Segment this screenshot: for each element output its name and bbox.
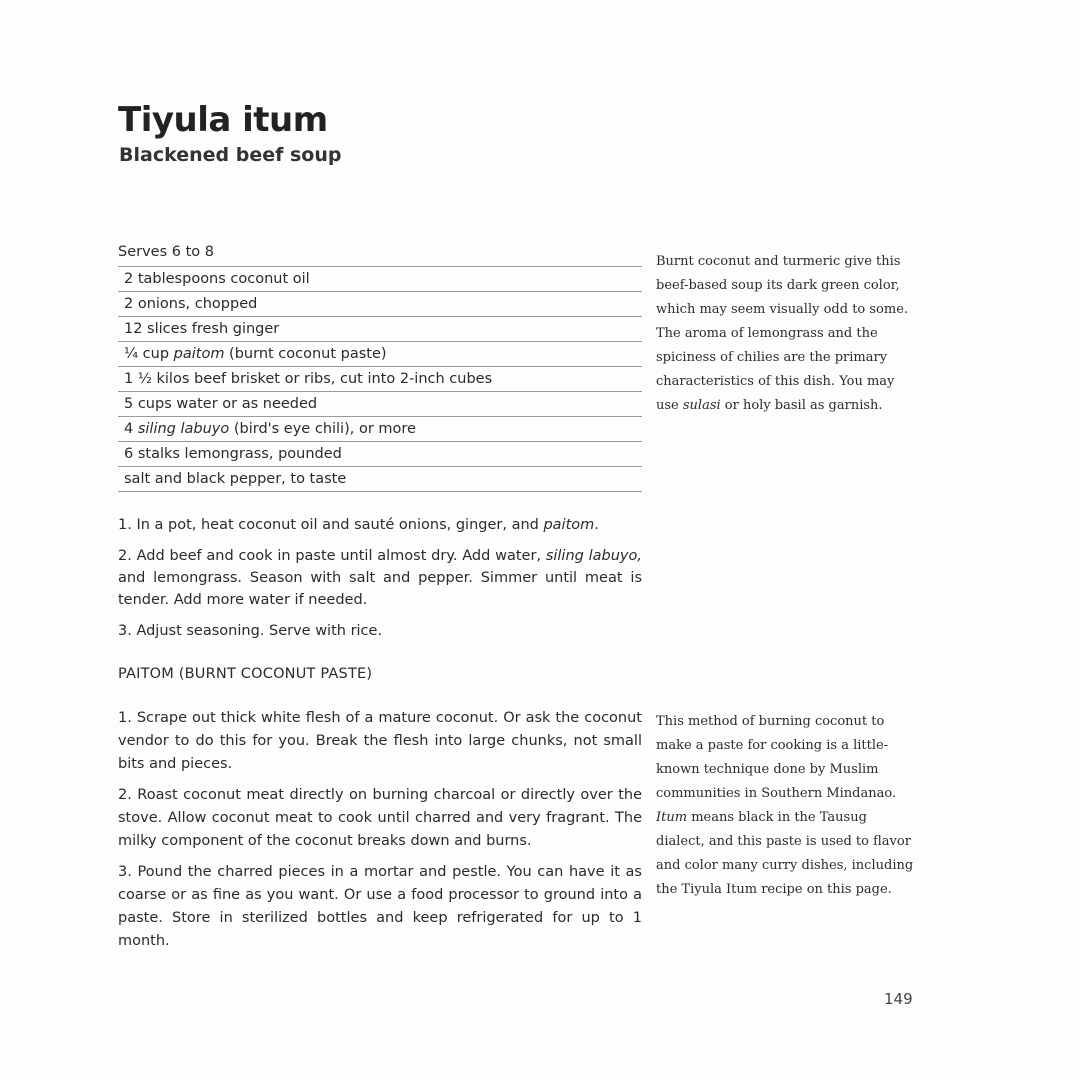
ingredient-item: 4 siling labuyo (bird's eye chili), or more [118,417,642,442]
recipe-steps [118,514,642,651]
paitom-heading: PAITOM (BURNT COCONUT PASTE) [118,666,373,682]
ingredient-item: 1 ½ kilos beef brisket or ribs, cut into 2-inch cubes [118,367,642,392]
recipe-step: 2. Add beef and cook in paste until almost dry. Add water, siling labuyo, and lemongrass. Season with salt and pepper. Simmer until meat is tender. Add more water if needed. [118,548,642,608]
ingredient-item: 5 cups water or as needed [118,392,642,417]
paitom-step: 2. Roast coconut meat directly on burning charcoal or directly over the stove. Allow coconut meat to cook until charred and very fragrant. The milky component of the coconut breaks down and burns. [118,787,642,849]
ingredients-list [118,266,642,492]
ingredient-item: 2 onions, chopped [118,292,642,317]
recipe-step: 1. In a pot, heat coconut oil and sauté onions, ginger, and paitom. [118,517,599,533]
page-number: 149 [884,990,913,1008]
sidenote-soup: Burnt coconut and turmeric give this beef-based soup its dark green color, which may seem visually odd to some. The aroma of lemongrass and the spiciness of chilies are the primary characteristics of this dish. You may use sulasi or holy basil as garnish. [656,254,909,413]
paitom-step: 1. Scrape out thick white flesh of a mature coconut. Or ask the coconut vendor to do this for you. Break the flesh into large chunks, not small bits and pieces. [118,710,642,772]
sidenote-paitom: This method of burning coconut to make a paste for cooking is a little-known technique done by Muslim communities in Southern Mindanao. Itum means black in the Tausug dialect, and this paste is used to flavor and color many curry dishes, including the Tiyula Itum recipe on this page. [656,714,914,897]
ingredient-item: 12 slices fresh ginger [118,317,642,342]
ingredient-item: 2 tablespoons coconut oil [118,267,642,292]
paitom-step: 3. Pound the charred pieces in a mortar and pestle. You can have it as coarse or as fine as you want. Or use a food processor to ground into a paste. Store in sterilized bottles and keep refrigerated for up to 1 month. [118,864,642,949]
recipe-subtitle: Blackened beef soup [119,144,342,166]
ingredient-item: ¼ cup paitom (burnt coconut paste) [118,342,642,367]
recipe-title: Tiyula itum [118,100,328,140]
paitom-steps [118,707,642,961]
recipe-step: 3. Adjust seasoning. Serve with rice. [118,623,383,639]
ingredient-item: 6 stalks lemongrass, pounded [118,442,642,467]
ingredient-item: salt and black pepper, to taste [118,467,642,492]
serves-label: Serves 6 to 8 [118,244,214,260]
